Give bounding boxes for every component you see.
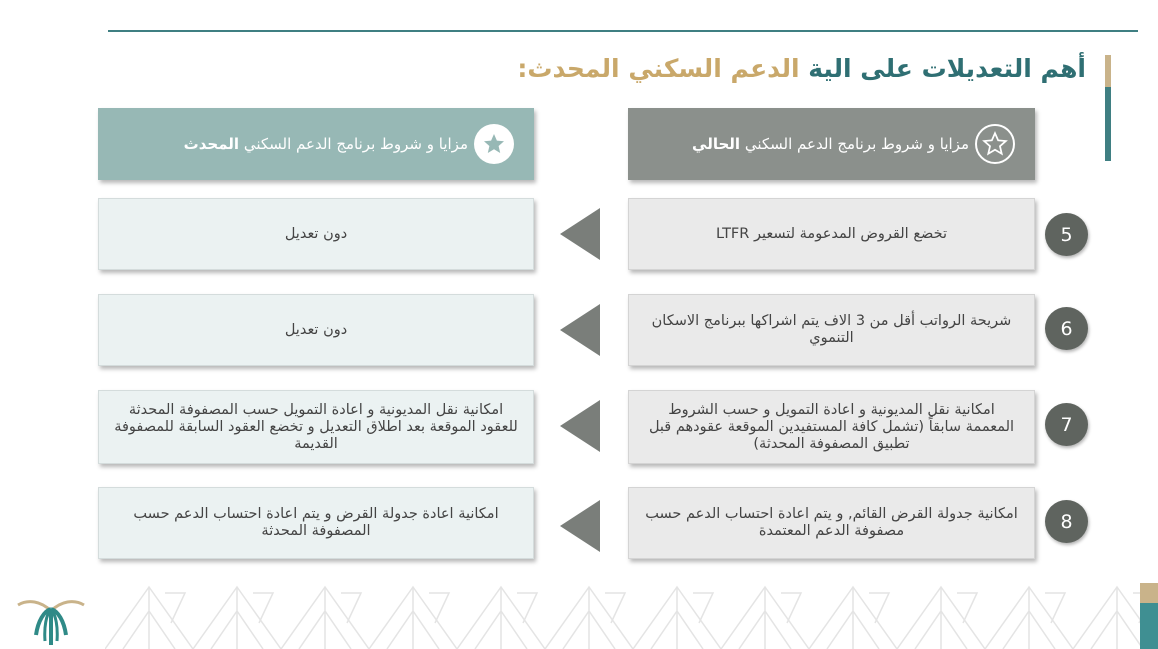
title-part-1: أهم التعديلات على الية [808, 54, 1086, 83]
header-updated [98, 108, 534, 180]
footer-accent-teal [1140, 603, 1158, 649]
row-current-cell: امكانية نقل المديونية و اعادة التمويل و حسب الشروط المعممة سابقاً (تشمل كافة المستفيدين الموقعة عقودهم قبل تطبيق المصفوفة المحدثة) [628, 390, 1035, 464]
star-outline-icon [975, 124, 1015, 164]
footer-pattern-motif [457, 587, 545, 649]
footer-accent-gold [1140, 583, 1158, 603]
row-number-badge: 8 [1045, 500, 1088, 543]
star-filled-icon [474, 124, 514, 164]
row-number-badge: 5 [1045, 213, 1088, 256]
triangle-left-icon [560, 400, 600, 452]
footer-pattern-motif [633, 587, 721, 649]
title-accent-teal [1105, 87, 1111, 161]
footer-pattern-motif [1073, 587, 1140, 649]
palm-logo-icon [16, 587, 86, 645]
footer-pattern-motif [105, 587, 193, 649]
footer-pattern-motif [985, 587, 1073, 649]
row-updated-cell: دون تعديل [98, 198, 534, 270]
header-current-prefix: مزايا و شروط برنامج الدعم السكني [744, 134, 969, 153]
row-updated-cell: امكانية نقل المديونية و اعادة التمويل حسب المصفوفة المحدثة للعقود الموقعة بعد اطلاق التعديل و تخضع العقود السابقة للمصفوفة القديمة [98, 390, 534, 464]
row-current-cell: شريحة الرواتب أقل من 3 الاف يتم اشراكها ببرنامج الاسكان التنموي [628, 294, 1035, 366]
title-part-2: الدعم السكني المحدث: [517, 54, 800, 83]
row-current-cell: امكانية جدولة القرض القائم, و يتم اعادة احتساب الدعم حسب مصفوفة الدعم المعتمدة [628, 487, 1035, 559]
top-divider-line [108, 30, 1138, 32]
footer-pattern [105, 583, 1140, 649]
header-current-label [692, 136, 969, 153]
footer-pattern-motif [193, 587, 281, 649]
row-current-cell: تخضع القروض المدعومة لتسعير LTFR [628, 198, 1035, 270]
header-updated-label [184, 136, 468, 153]
footer-pattern-motif [545, 587, 633, 649]
header-updated-prefix: مزايا و شروط برنامج الدعم السكني [243, 134, 468, 153]
row-updated-cell: امكانية اعادة جدولة القرض و يتم اعادة احتساب الدعم حسب المصفوفة المحدثة [98, 487, 534, 559]
title-accent-gold [1105, 55, 1111, 87]
header-current-bold: الحالي [692, 134, 741, 153]
row-number-badge: 6 [1045, 307, 1088, 350]
header-current [628, 108, 1035, 180]
footer-pattern-motif [897, 587, 985, 649]
triangle-left-icon [560, 500, 600, 552]
footer-pattern-motif [721, 587, 809, 649]
row-number-badge: 7 [1045, 403, 1088, 446]
page-title [386, 54, 1086, 83]
triangle-left-icon [560, 208, 600, 260]
triangle-left-icon [560, 304, 600, 356]
footer-pattern-motif [369, 587, 457, 649]
footer-pattern-motif [809, 587, 897, 649]
header-updated-bold: المحدث [183, 134, 240, 153]
row-updated-cell: دون تعديل [98, 294, 534, 366]
footer-pattern-motif [281, 587, 369, 649]
